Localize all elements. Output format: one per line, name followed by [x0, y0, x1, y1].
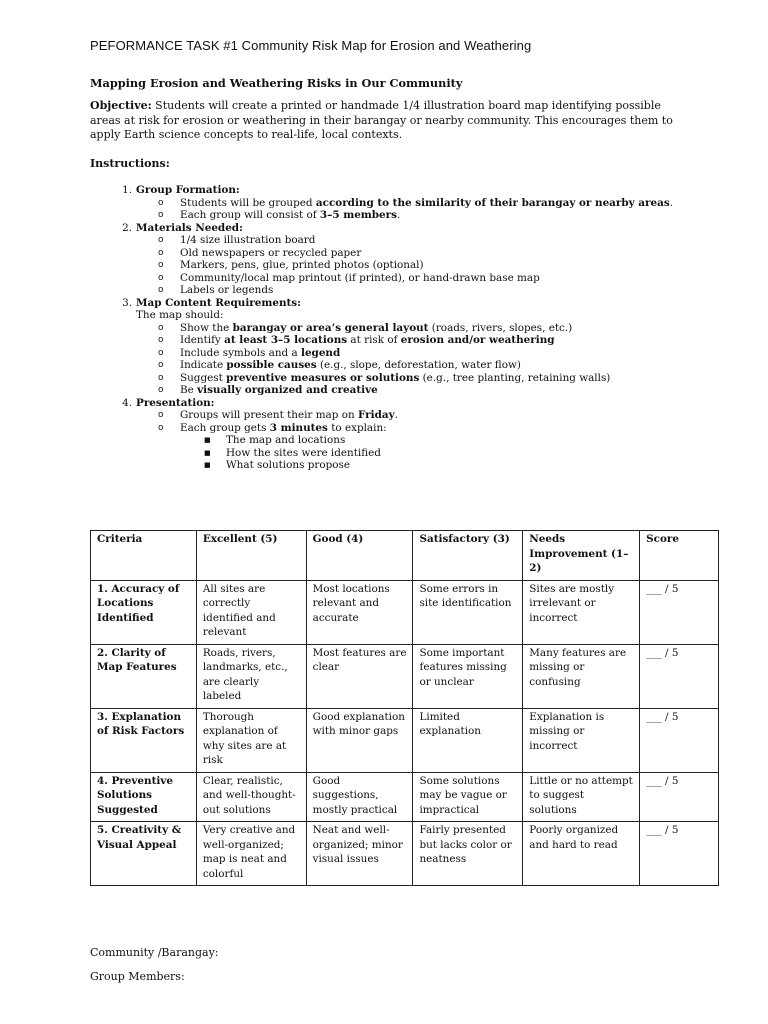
square-bullet-icon: ■	[204, 436, 211, 444]
square-bullet-icon: ■	[204, 448, 211, 457]
community-label: Community /Barangay:	[90, 946, 219, 959]
item-emphasis: visually organized and creative	[197, 384, 378, 396]
rubric-cell: Most features are clear	[306, 644, 413, 708]
hollow-bullet-icon: o	[158, 235, 164, 245]
hollow-bullet-icon: o	[158, 272, 164, 283]
step-title: Group Formation:	[136, 184, 240, 196]
item-text: Old newspapers or recycled paper	[180, 246, 362, 259]
sub-list-item	[204, 459, 690, 472]
step-title: Presentation:	[136, 396, 215, 409]
item-text: Students will be grouped	[180, 196, 316, 209]
rubric-column-header: Excellent (5)	[196, 531, 306, 581]
rubric-criterion: 2. Clarity of Map Features	[91, 644, 197, 708]
rubric-column-header: Good (4)	[306, 531, 413, 581]
item-text: Each group gets	[180, 421, 270, 434]
rubric-score-cell: ___ / 5	[640, 708, 719, 772]
rubric-row	[91, 822, 719, 886]
rubric-header-row	[91, 531, 719, 581]
item-emphasis: at least 3–5 locations	[224, 334, 348, 346]
hollow-bullet-icon: o	[158, 322, 164, 333]
objective-text: Students will create a printed or handmade 1/4 illustration board map identifying possible areas at risk for erosion or weathering in their barangay or nearby community. This encourages them to apply Earth science concepts to real-life, local contexts.	[90, 99, 673, 141]
list-item	[158, 321, 690, 335]
item-text: .	[669, 196, 674, 209]
objective-label: Objective:	[90, 99, 152, 112]
item-text: Suggest	[180, 371, 227, 384]
sub-list-item	[204, 446, 690, 460]
step-number: 4.	[122, 396, 132, 409]
square-bullet-icon: ■	[204, 461, 211, 469]
item-text: .	[397, 209, 401, 221]
rubric-score-cell: ___ / 5	[640, 772, 719, 822]
item-text: Groups will present their map on	[180, 409, 358, 421]
item-emphasis: 3 minutes	[269, 421, 328, 434]
list-item	[158, 259, 690, 272]
rubric-criterion: 4. Preventive Solutions Suggested	[91, 772, 197, 822]
item-emphasis: possible causes	[226, 359, 317, 371]
list-item	[158, 284, 690, 297]
hollow-bullet-icon: o	[158, 197, 164, 208]
rubric-cell: Roads, rivers, landmarks, etc., are clearly labeled	[196, 644, 306, 708]
rubric-cell: Very creative and well-organized; map is neat and colorful	[196, 822, 306, 886]
rubric-cell: Many features are missing or confusing	[523, 644, 640, 708]
item-emphasis: preventive measures or solutions	[226, 371, 420, 384]
item-emphasis: legend	[301, 346, 341, 359]
item-text: Markers, pens, glue, printed photos (optional)	[180, 259, 424, 271]
list-item	[158, 346, 690, 360]
hollow-bullet-icon: o	[158, 260, 164, 270]
item-emphasis: 3–5 members	[319, 209, 397, 221]
step-intro: The map should:	[136, 309, 224, 321]
item-emphasis: erosion and/or weathering	[400, 334, 555, 346]
item-text: Each group will consist of	[180, 209, 320, 221]
item-text: 1/4 size illustration board	[180, 234, 316, 246]
sub-list-item	[204, 434, 690, 447]
item-text: What solutions propose	[226, 459, 350, 471]
item-text: Identify	[180, 334, 225, 346]
instructions-list	[90, 184, 690, 472]
list-item	[158, 334, 690, 347]
list-item	[158, 209, 690, 222]
rubric-cell: Neat and well-organized; minor visual issues	[306, 822, 413, 886]
rubric-criterion: 1. Accuracy of Locations Identified	[91, 580, 197, 644]
rubric-cell: Some errors in site identification	[413, 580, 523, 644]
list-item	[158, 359, 690, 372]
instruction-step	[90, 184, 690, 222]
item-text: Be	[180, 384, 198, 396]
list-item	[158, 371, 690, 385]
hollow-bullet-icon: o	[158, 410, 164, 420]
hollow-bullet-icon: o	[158, 422, 164, 433]
rubric-cell: Little or no attempt to suggest solutions	[523, 772, 640, 822]
list-item	[158, 421, 690, 435]
list-item	[158, 246, 690, 260]
instruction-step	[90, 397, 690, 472]
item-text: (e.g., slope, deforestation, water flow)	[316, 359, 521, 371]
rubric-cell: Some important features missing or unclear	[413, 644, 523, 708]
item-text: Labels or legends	[180, 284, 274, 296]
step-title: Materials Needed:	[136, 221, 243, 234]
rubric-cell: Sites are mostly irrelevant or incorrect	[523, 580, 640, 644]
item-text: Show the	[180, 321, 233, 334]
list-item	[158, 409, 690, 422]
rubric-cell: Explanation is missing or incorrect	[523, 708, 640, 772]
instructions-label: Instructions:	[90, 157, 170, 170]
list-item	[158, 271, 690, 285]
rubric-column-header: Criteria	[91, 531, 197, 581]
rubric-row	[91, 772, 719, 822]
item-text: (e.g., tree planting, retaining walls)	[419, 371, 611, 384]
list-item	[158, 196, 690, 210]
hollow-bullet-icon: o	[158, 210, 164, 220]
rubric-score-cell: ___ / 5	[640, 580, 719, 644]
rubric-cell: Good suggestions, mostly practical	[306, 772, 413, 822]
list-item	[158, 384, 690, 397]
item-text: How the sites were identified	[226, 446, 381, 459]
rubric-row	[91, 708, 719, 772]
item-emphasis: according to the similarity of their barangay or nearby areas	[315, 196, 670, 209]
hollow-bullet-icon: o	[158, 385, 164, 395]
section-heading: Mapping Erosion and Weathering Risks in Our Community	[90, 76, 463, 90]
rubric-column-header: Score	[640, 531, 719, 581]
hollow-bullet-icon: o	[158, 360, 164, 370]
rubric-score-cell: ___ / 5	[640, 822, 719, 886]
item-emphasis: Friday	[357, 409, 395, 421]
objective-paragraph	[90, 99, 680, 143]
hollow-bullet-icon: o	[158, 335, 164, 345]
step-number: 1.	[122, 184, 132, 196]
document-title: PEFORMANCE TASK #1 Community Risk Map for Erosion and Weathering	[90, 38, 532, 53]
rubric-column-header: Satisfactory (3)	[413, 531, 523, 581]
item-text: .	[394, 409, 398, 421]
rubric-cell: Most locations relevant and accurate	[306, 580, 413, 644]
item-emphasis: barangay or area’s general layout	[232, 321, 429, 334]
rubric-cell: Limited explanation	[413, 708, 523, 772]
item-text: Indicate	[180, 359, 227, 371]
rubric-cell: Thorough explanation of why sites are at risk	[196, 708, 306, 772]
rubric-cell: All sites are correctly identified and relevant	[196, 580, 306, 644]
item-text: The map and locations	[226, 434, 346, 446]
item-text: at risk of	[347, 334, 401, 346]
rubric-cell: Good explanation with minor gaps	[306, 708, 413, 772]
hollow-bullet-icon: o	[158, 247, 164, 258]
list-item	[158, 234, 690, 247]
step-number: 2.	[122, 221, 132, 234]
item-text: to explain:	[327, 421, 387, 434]
instruction-step	[90, 297, 690, 397]
rubric-table	[90, 530, 719, 886]
instruction-step	[90, 222, 690, 297]
rubric-criterion: 3. Explanation of Risk Factors	[91, 708, 197, 772]
step-title: Map Content Requirements:	[136, 296, 301, 309]
rubric-column-header: Needs Improvement (1–2)	[523, 531, 640, 581]
rubric-score-cell: ___ / 5	[640, 644, 719, 708]
rubric-cell: Clear, realistic, and well-thought-out solutions	[196, 772, 306, 822]
hollow-bullet-icon: o	[158, 347, 164, 358]
rubric-row	[91, 580, 719, 644]
hollow-bullet-icon: o	[158, 285, 164, 295]
group-members-label: Group Members:	[90, 970, 185, 983]
rubric-criterion: 5. Creativity & Visual Appeal	[91, 822, 197, 886]
hollow-bullet-icon: o	[158, 372, 164, 383]
rubric-row	[91, 644, 719, 708]
step-number: 3.	[122, 296, 132, 309]
item-text: Community/local map printout (if printed), or hand-drawn base map	[180, 271, 540, 284]
item-text: Include symbols and a	[180, 346, 301, 359]
rubric-cell: Some solutions may be vague or impractical	[413, 772, 523, 822]
rubric-cell: Fairly presented but lacks color or neatness	[413, 822, 523, 886]
rubric-cell: Poorly organized and hard to read	[523, 822, 640, 886]
item-text: (roads, rivers, slopes, etc.)	[428, 321, 573, 334]
